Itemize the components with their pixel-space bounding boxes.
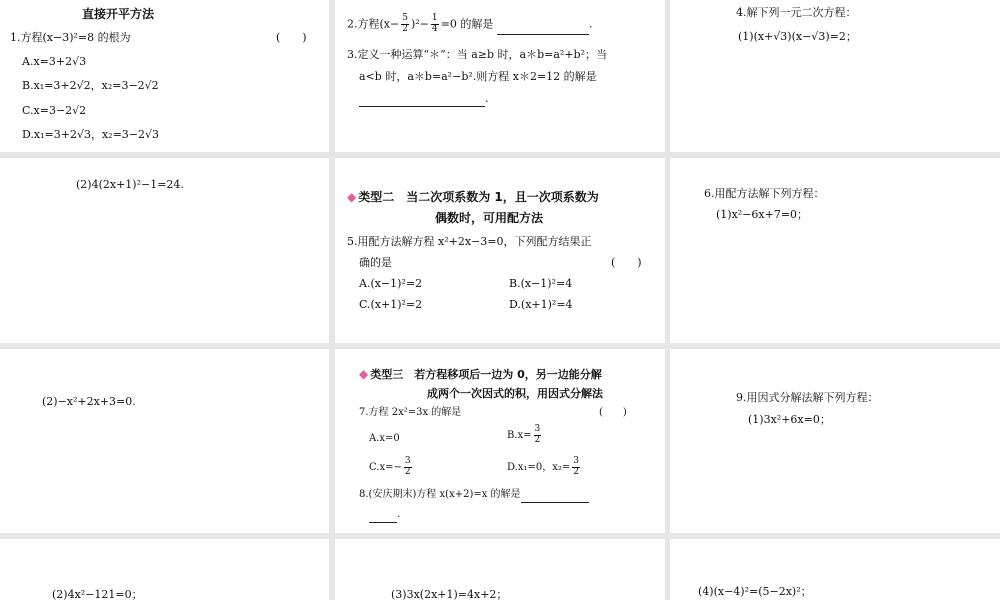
section-heading: 直接开平方法 <box>82 7 155 21</box>
question-3-line-2: a<b 时，a＊b=a²−b².则方程 x＊2=12 的解是 <box>359 70 597 83</box>
option-d <box>507 457 582 478</box>
option-b: B.(x−1)²=4 <box>509 277 573 290</box>
period: . <box>397 509 401 520</box>
fraction-three-halves <box>404 457 412 478</box>
fraction-numerator: 3 <box>534 424 541 434</box>
answer-bracket: ( ) <box>276 31 307 44</box>
fraction-numerator: 3 <box>404 456 411 466</box>
question-4: 4.解下列一元二次方程： <box>736 6 857 19</box>
option-c: C.(x+1)²=2 <box>359 298 423 311</box>
fraction-numerator: 5 <box>402 13 408 23</box>
fraction-denominator: 4 <box>431 23 438 34</box>
fraction-denominator: 2 <box>534 434 541 445</box>
question-9-part-1: (1)3x²+6x=0； <box>748 413 831 426</box>
question-8 <box>359 487 589 503</box>
question-8-continuation <box>369 507 400 523</box>
question-4-part-1: (1)(x+√3)(x−√3)=2； <box>738 30 857 43</box>
type-2-heading-line-1: 类型二 当二次项系数为 1，且一次项系数为 <box>358 190 599 204</box>
question-8-text: 8.(安庆期末)方程 x(x+2)=x 的解是 <box>359 489 521 500</box>
option-d: D.x₁=3+2√3，x₂=3−2√3 <box>22 128 160 141</box>
panel-q9-part-2 <box>0 539 329 600</box>
answer-blank <box>369 510 397 523</box>
option-a: A.(x−1)²=2 <box>359 277 423 290</box>
paren-close: )²− <box>410 17 429 31</box>
fraction-numerator: 1 <box>431 13 438 23</box>
question-2 <box>347 14 592 35</box>
question-6: 6.用配方法解下列方程： <box>704 187 825 200</box>
fraction-five-halves <box>401 14 409 35</box>
panel-q5 <box>335 158 665 343</box>
answer-blank <box>497 22 589 35</box>
paren-open: (x− <box>379 17 400 31</box>
fraction-denominator: 2 <box>573 466 579 477</box>
option-b <box>507 425 543 446</box>
period: . <box>588 17 593 31</box>
option-c <box>369 457 414 478</box>
option-b-label: B.x= <box>507 429 532 441</box>
type-3-heading <box>359 365 602 384</box>
panel-q9-part-3 <box>335 539 665 600</box>
answer-blank <box>359 94 485 107</box>
question-5-line-1: 5.用配方法解方程 x²+2x−3=0，下列配方结果正 <box>347 235 592 248</box>
answer-bracket: ( ) <box>599 407 627 418</box>
question-9-part-4: (4)(x−4)²=(5−2x)²； <box>698 585 812 598</box>
option-c-label: C.x=− <box>369 461 402 473</box>
option-a: A.x=0 <box>369 433 400 444</box>
question-6-part-1: (1)x²−6x+7=0； <box>716 208 809 221</box>
panel-q7-q8 <box>335 349 665 533</box>
fraction-three-halves <box>534 425 542 446</box>
panel-q2-q3 <box>335 0 665 152</box>
fraction-three-halves <box>572 457 580 478</box>
option-b: B.x₁=3+2√2，x₂=3−2√2 <box>22 79 159 92</box>
panel-q9-part-4 <box>670 539 1000 600</box>
fraction-one-quarter <box>431 14 439 35</box>
type-2-heading <box>347 188 599 207</box>
fraction-denominator: 2 <box>402 23 408 34</box>
question-3-answer <box>359 90 489 107</box>
fraction-denominator: 2 <box>404 466 411 477</box>
period: . <box>485 92 489 105</box>
panel-q4 <box>670 0 1000 152</box>
question-3-line-1: 3.定义一种运算“＊”：当 a≥b 时，a＊b=a²+b²；当 <box>347 48 608 61</box>
panel-q6-part-2 <box>0 349 329 533</box>
question-6-part-2: (2)−x²+2x+3=0. <box>42 395 136 408</box>
panel-q6 <box>670 158 1000 343</box>
panel-q1 <box>0 0 329 152</box>
question-7: 7.方程 2x²=3x 的解是 <box>359 407 462 418</box>
question-5-line-2: 确的是 <box>359 256 392 269</box>
type-2-heading-line-2: 偶数时，可用配方法 <box>435 211 544 225</box>
answer-blank <box>521 490 589 503</box>
question-9: 9.用因式分解法解下列方程： <box>736 391 879 404</box>
diamond-icon: ◆ <box>347 190 357 204</box>
question-9-part-3: (3)3x(2x+1)=4x+2； <box>391 588 508 600</box>
fraction-numerator: 3 <box>573 456 579 466</box>
option-d: D.(x+1)²=4 <box>509 298 573 311</box>
question-9-part-2: (2)4x²−121=0； <box>52 588 143 600</box>
question-2-label: 2.方程 <box>347 17 380 31</box>
answer-bracket: ( ) <box>611 256 642 269</box>
question-1: 1.方程(x−3)²=8 的根为 <box>10 31 131 44</box>
diamond-icon: ◆ <box>359 367 369 381</box>
option-a: A.x=3+2√3 <box>22 55 87 68</box>
panel-q9 <box>670 349 1000 533</box>
type-3-heading-line-1: 类型三 若方程移项后一边为 0，另一边能分解 <box>370 368 602 381</box>
option-c: C.x=3−2√2 <box>22 104 87 117</box>
type-3-heading-line-2: 成两个一次因式的积，用因式分解法 <box>427 387 603 400</box>
panel-q4-part-2 <box>0 158 329 343</box>
option-d-label: D.x₁=0，x₂= <box>507 461 571 473</box>
question-4-part-2: (2)4(2x+1)²−1=24. <box>76 178 184 191</box>
question-2-tail: =0 的解是 <box>440 17 494 31</box>
